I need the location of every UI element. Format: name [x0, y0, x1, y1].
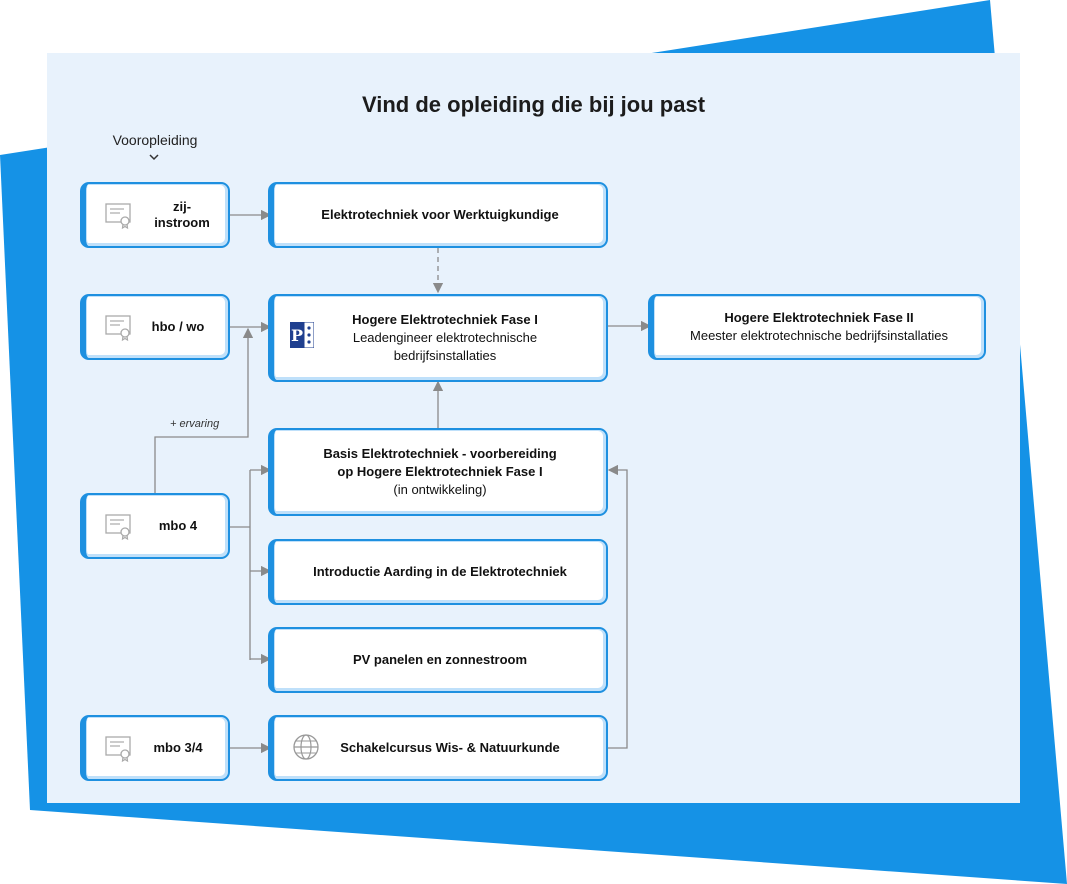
- course-label: Elektrotechniek voor Werktuigkundige: [321, 207, 559, 222]
- provider-logo-icon: [290, 322, 314, 348]
- certificate-icon: [104, 200, 134, 230]
- course-title: Hogere Elektrotechniek Fase II: [724, 310, 914, 325]
- source-label: mbo 3/4: [153, 740, 203, 755]
- course-elektrotechniek-werktuigkundige[interactable]: [268, 182, 608, 248]
- course-title: Basis Elektrotechniek - voorbereiding op Hogere Elektrotechniek Fase I: [323, 446, 557, 479]
- course-subtitle: Leadengineer elektrotechnische bedrijfsinstallaties: [352, 330, 538, 363]
- source-mbo34[interactable]: [80, 715, 230, 781]
- source-label: mbo 4: [158, 518, 198, 533]
- course-label: Schakelcursus Wis- & Natuurkunde: [340, 740, 560, 755]
- course-subtitle: (in ontwikkeling): [393, 482, 487, 497]
- course-schakelcursus[interactable]: [268, 715, 608, 781]
- arrow-schakel-to-basis: [607, 470, 627, 748]
- source-label: hbo / wo: [151, 319, 205, 334]
- source-mbo4[interactable]: [80, 493, 230, 559]
- course-hogere-elektrotechniek-fase-1[interactable]: [268, 294, 608, 382]
- course-pv-panelen[interactable]: [268, 627, 608, 693]
- course-introductie-aarding[interactable]: [268, 539, 608, 605]
- prior-education-label: Vooropleiding: [112, 132, 198, 148]
- certificate-icon: [104, 312, 134, 342]
- course-title: Hogere Elektrotechniek Fase I: [352, 312, 538, 327]
- svg-text:P: P: [290, 326, 304, 345]
- source-label: zij-instroom: [154, 199, 210, 230]
- course-hogere-elektrotechniek-fase-2[interactable]: [648, 294, 986, 360]
- course-label: PV panelen en zonnestroom: [352, 652, 528, 667]
- certificate-icon: [104, 733, 134, 763]
- course-basis-elektrotechniek[interactable]: [268, 428, 608, 516]
- certificate-icon: [104, 511, 134, 541]
- source-hbo-wo[interactable]: [80, 294, 230, 360]
- course-label: Introductie Aarding in de Elektrotechniek: [313, 564, 567, 579]
- page-title: Vind de opleiding die bij jou past: [361, 92, 706, 117]
- course-subtitle: Meester elektrotechnische bedrijfsinstallaties: [690, 328, 948, 343]
- source-zij-instroom[interactable]: [80, 182, 230, 248]
- ervaring-annotation: + ervaring: [170, 418, 220, 430]
- globe-icon: [292, 733, 320, 761]
